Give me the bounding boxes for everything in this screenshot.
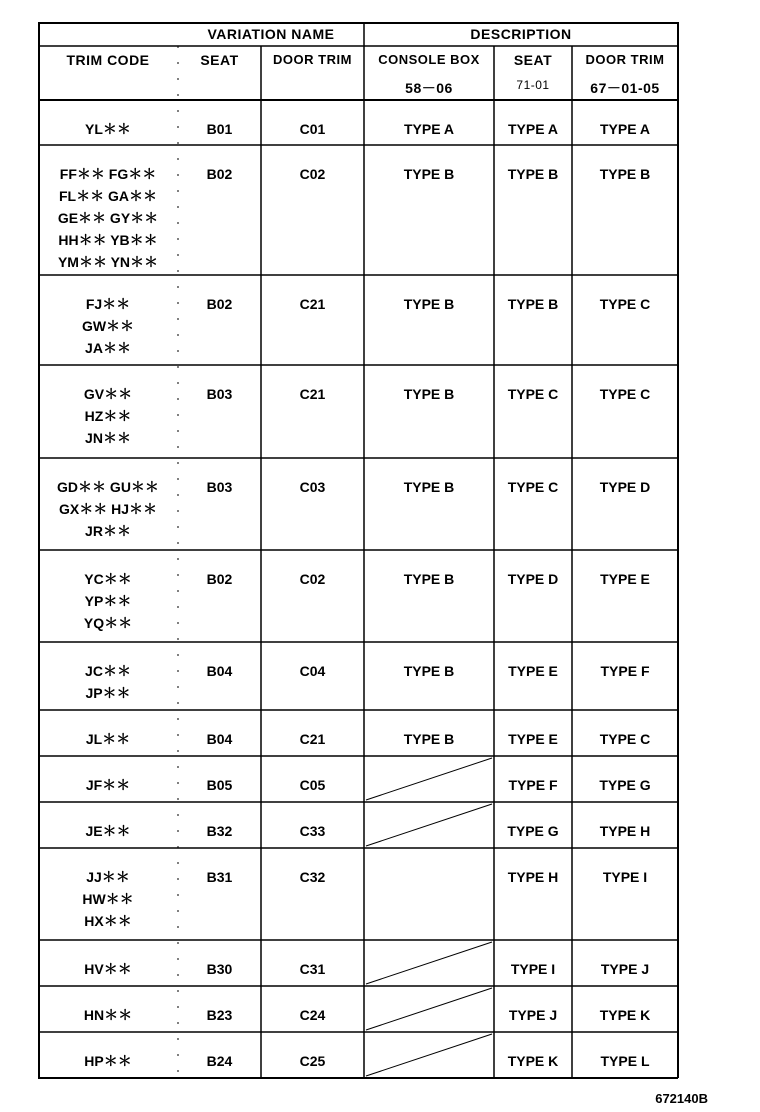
door-trim-cell: C04 (299, 663, 326, 679)
trim-code-cell: HV＊＊ (84, 961, 132, 977)
trim-code-cell: YC＊＊ YP＊＊ YQ＊＊ (83, 571, 133, 631)
trim-code-cell: JF＊＊ (85, 777, 131, 793)
console-box-empty-slash (366, 758, 492, 800)
seat-cell: B04 (206, 731, 233, 747)
desc-seat-cell: TYPE B (507, 166, 559, 182)
console-box-cell: TYPE B (403, 166, 455, 182)
desc-door-trim-cell: TYPE L (600, 1053, 650, 1069)
seat-cell: B02 (206, 166, 233, 182)
door-trim-cell: C21 (299, 386, 326, 402)
trim-code-cell: YL＊＊ (85, 121, 131, 137)
trim-code-cell: HN＊＊ (83, 1007, 133, 1023)
door-trim-cell: C21 (299, 731, 326, 747)
figure-id: 672140B (655, 1091, 708, 1106)
desc-seat-cell: TYPE F (508, 777, 558, 793)
desc-door-trim-cell: TYPE D (599, 479, 651, 495)
seat-cell: B02 (206, 571, 233, 587)
seat-cell: B05 (206, 777, 233, 793)
door-trim-cell: C33 (299, 823, 326, 839)
console-box-cell: TYPE A (403, 121, 455, 137)
desc-door-trim-cell: TYPE K (599, 1007, 651, 1023)
desc-door-trim-cell: TYPE G (599, 777, 651, 793)
door-trim-cell: C32 (299, 869, 326, 885)
desc-door-trim-cell: TYPE H (599, 823, 651, 839)
door-trim-cell: C24 (299, 1007, 326, 1023)
seat-cell: B01 (206, 121, 233, 137)
header-console-box-code: 58－06 (405, 80, 453, 96)
door-trim-cell: C31 (299, 961, 326, 977)
seat-cell: B30 (206, 961, 233, 977)
header-variation-name: VARIATION NAME (207, 26, 335, 42)
console-box-cell: TYPE B (403, 479, 455, 495)
console-box-empty-slash (366, 804, 492, 846)
console-box-cell: TYPE B (403, 386, 455, 402)
door-trim-cell: C21 (299, 296, 326, 312)
seat-cell: B32 (206, 823, 233, 839)
desc-door-trim-cell: TYPE A (599, 121, 651, 137)
header-seat: SEAT (200, 52, 239, 68)
console-box-empty-slash (366, 942, 492, 984)
console-box-cell: TYPE B (403, 296, 455, 312)
door-trim-cell: C02 (299, 571, 326, 587)
desc-seat-cell: TYPE J (508, 1007, 558, 1023)
desc-door-trim-cell: TYPE I (602, 869, 648, 885)
seat-cell: B04 (206, 663, 233, 679)
desc-seat-cell: TYPE G (507, 823, 559, 839)
header-description: DESCRIPTION (470, 26, 572, 42)
desc-door-trim-cell: TYPE B (599, 166, 651, 182)
seat-cell: B03 (206, 386, 233, 402)
console-box-cell: TYPE B (403, 731, 455, 747)
trim-code-cell: JC＊＊ JP＊＊ (85, 663, 131, 701)
trim-code-cell: JJ＊＊ HW＊＊ HX＊＊ (82, 869, 134, 929)
trim-code-cell: JL＊＊ (85, 731, 131, 747)
desc-seat-cell: TYPE K (507, 1053, 559, 1069)
desc-door-trim-cell: TYPE C (599, 731, 651, 747)
trim-code-cell: FF＊＊ FG＊＊ FL＊＊ GA＊＊ GE＊＊ GY＊＊ HH＊＊ YB＊＊ YM＊＊ YN＊＊ (57, 166, 159, 270)
trim-code-cell: JE＊＊ (85, 823, 131, 839)
desc-seat-cell: TYPE B (507, 296, 559, 312)
trim-code-cell: HP＊＊ (84, 1053, 132, 1069)
desc-seat-cell: TYPE I (510, 961, 556, 977)
console-box-cell: TYPE B (403, 663, 455, 679)
desc-seat-cell: TYPE D (507, 571, 559, 587)
door-trim-cell: C05 (299, 777, 326, 793)
header-console-box: CONSOLE BOX (378, 52, 480, 67)
desc-door-trim-cell: TYPE F (600, 663, 650, 679)
seat-cell: B23 (206, 1007, 233, 1023)
header-desc-door-trim: DOOR TRIM (585, 52, 665, 67)
seat-cell: B02 (206, 296, 233, 312)
header-desc-seat: SEAT (513, 52, 553, 68)
header-door-trim: DOOR TRIM (273, 52, 352, 67)
door-trim-cell: C03 (299, 479, 326, 495)
header-trim-code: TRIM CODE (66, 52, 150, 68)
console-box-cell: TYPE B (403, 571, 455, 587)
desc-seat-cell: TYPE C (507, 479, 559, 495)
desc-seat-cell: TYPE E (508, 731, 558, 747)
desc-seat-cell: TYPE C (507, 386, 559, 402)
desc-seat-cell: TYPE A (507, 121, 559, 137)
door-trim-cell: C25 (299, 1053, 326, 1069)
seat-cell: B24 (206, 1053, 233, 1069)
trim-code-cell: GD＊＊ GU＊＊ GX＊＊ HJ＊＊ JR＊＊ (57, 479, 159, 539)
header-desc-door-trim-code: 67－01-05 (590, 80, 660, 96)
console-box-empty-slash (366, 988, 492, 1030)
trim-code-cell: FJ＊＊ GW＊＊ JA＊＊ (81, 296, 135, 356)
seat-cell: B03 (206, 479, 233, 495)
desc-door-trim-cell: TYPE C (599, 386, 651, 402)
door-trim-cell: C01 (299, 121, 326, 137)
header-desc-seat-code: 71-01 (516, 78, 550, 92)
desc-door-trim-cell: TYPE J (600, 961, 650, 977)
desc-seat-cell: TYPE E (508, 663, 558, 679)
door-trim-cell: C02 (299, 166, 326, 182)
seat-cell: B31 (206, 869, 233, 885)
console-box-empty-slash (366, 1034, 492, 1076)
trim-code-cell: GV＊＊ HZ＊＊ JN＊＊ (83, 386, 133, 446)
desc-seat-cell: TYPE H (507, 869, 559, 885)
desc-door-trim-cell: TYPE E (600, 571, 650, 587)
desc-door-trim-cell: TYPE C (599, 296, 651, 312)
